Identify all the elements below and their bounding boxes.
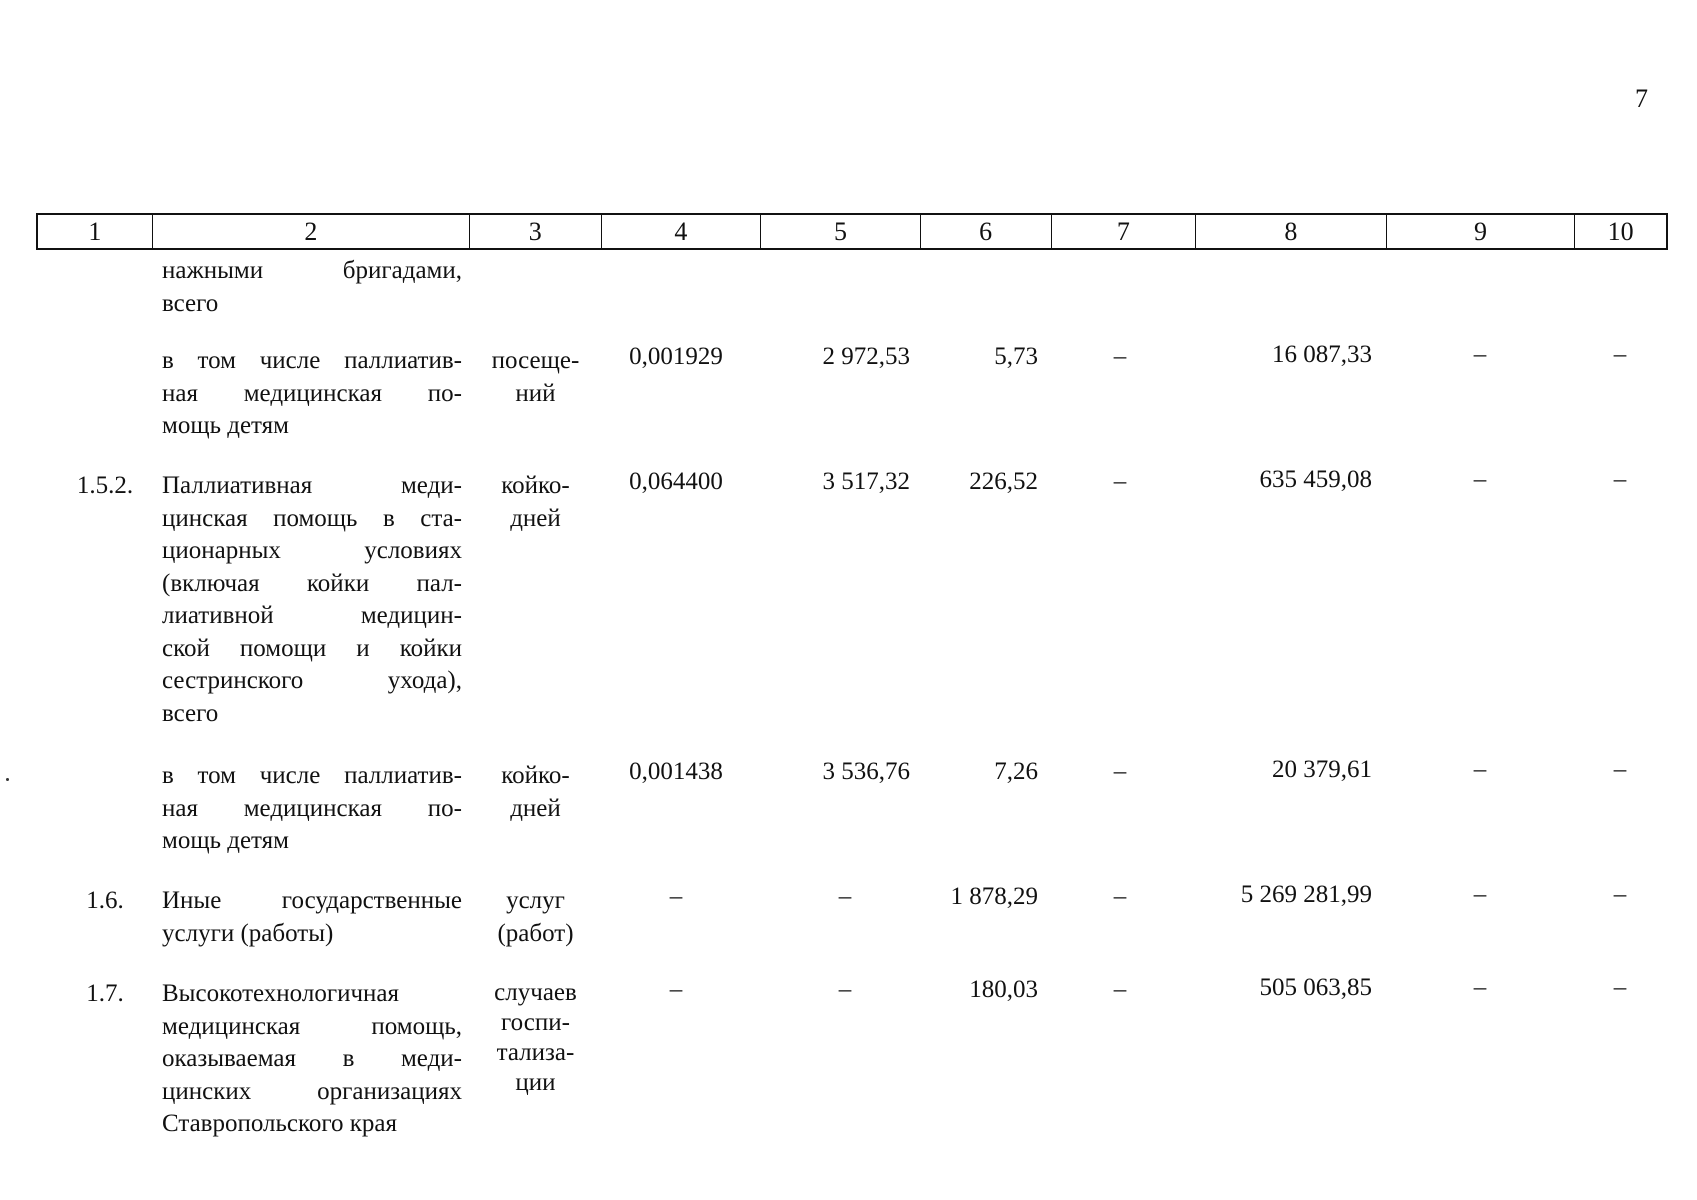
header-col-9: 9 <box>1387 215 1576 248</box>
header-col-4: 4 <box>602 215 762 248</box>
name-line: ционарных условиях <box>162 537 462 564</box>
cell-col-8: 5 269 281,99 <box>1240 881 1372 908</box>
name-line: всего <box>162 289 219 317</box>
unit-line: дней <box>510 504 561 532</box>
header-col-1: 1 <box>38 215 153 248</box>
cell-col-9: – <box>1473 881 1487 908</box>
header-col-3: 3 <box>470 215 602 248</box>
cell-col-10: – <box>1613 341 1627 368</box>
header-col-7: 7 <box>1052 215 1197 248</box>
row-code: 1.7. <box>86 980 124 1007</box>
name-line: в том числе паллиатив- <box>162 762 462 789</box>
cell-col-4: 0,001438 <box>629 758 723 785</box>
row-name <box>162 470 462 730</box>
cell-col-4: – <box>669 976 683 1003</box>
cell-col-10: – <box>1613 974 1627 1001</box>
name-line: Паллиативная меди- <box>162 472 462 499</box>
cell-col-7: – <box>1113 883 1127 910</box>
name-line: ная медицинская по- <box>162 379 462 407</box>
name-line: ная медицинская по- <box>162 794 462 822</box>
cell-col-10: – <box>1613 881 1627 908</box>
cell-col-4: 0,001929 <box>629 343 723 370</box>
cell-col-10: – <box>1613 756 1627 783</box>
cell-col-10: – <box>1613 466 1627 493</box>
cell-col-8: 16 087,33 <box>1272 341 1372 368</box>
cell-col-7: – <box>1113 468 1127 495</box>
name-line: услуги (работы) <box>162 919 334 947</box>
cell-col-9: – <box>1473 756 1487 783</box>
cell-col-8: 505 063,85 <box>1259 974 1372 1001</box>
header-col-8: 8 <box>1196 215 1387 248</box>
name-line: мощь детям <box>162 412 289 439</box>
cell-col-4: 0,064400 <box>629 468 723 495</box>
cell-col-8: 20 379,61 <box>1272 756 1372 783</box>
cell-col-5: – <box>838 883 852 910</box>
page-number: 7 <box>1635 84 1648 113</box>
row-name <box>162 978 462 1141</box>
unit-line: койко- <box>501 472 570 499</box>
name-line: лиативной медицин- <box>162 602 462 629</box>
unit-line: случаев <box>494 979 577 1006</box>
row-name <box>162 760 462 858</box>
cell-col-9: – <box>1473 974 1487 1001</box>
header-col-10: 10 <box>1607 216 1634 246</box>
cell-col-9: – <box>1473 341 1487 368</box>
cell-col-6: 5,73 <box>994 343 1038 370</box>
row-code: 1.5.2. <box>76 472 134 499</box>
name-line: (включая койки пал- <box>162 569 462 597</box>
row-unit <box>478 760 593 825</box>
unit-line: дней <box>510 794 561 822</box>
row-unit <box>478 885 593 950</box>
row-unit <box>478 345 593 410</box>
scan-speck <box>6 778 9 781</box>
row-name <box>162 255 462 320</box>
row-code: 1.6. <box>86 887 124 914</box>
name-line: медицинская помощь, <box>162 1012 462 1040</box>
cell-col-6: 180,03 <box>969 976 1038 1003</box>
name-line: мощь детям <box>162 827 289 854</box>
unit-line: тализа- <box>496 1039 575 1066</box>
header-col-5: 5 <box>761 215 921 248</box>
cell-col-4: – <box>669 883 683 910</box>
row-unit <box>478 978 593 1098</box>
name-line: в том числе паллиатив- <box>162 347 462 374</box>
row-unit <box>478 470 593 535</box>
cell-col-5: 3 536,76 <box>822 758 910 785</box>
name-line: всего <box>162 699 219 727</box>
unit-line: госпи- <box>501 1009 570 1036</box>
unit-line: (работ) <box>497 919 574 947</box>
name-line: Иные государственные <box>162 887 462 914</box>
cell-col-6: 7,26 <box>994 758 1038 785</box>
table-header-row <box>36 213 1668 250</box>
cell-col-5: – <box>838 976 852 1003</box>
unit-line: услуг <box>506 887 565 914</box>
name-line: нажными бригадами, <box>162 257 462 284</box>
cell-col-6: 226,52 <box>969 468 1038 495</box>
row-name <box>162 885 462 950</box>
name-line: Ставропольского края <box>162 1110 397 1137</box>
cell-col-7: – <box>1113 976 1127 1003</box>
name-line: сестринского ухода), <box>162 667 462 694</box>
cell-col-5: 2 972,53 <box>822 343 910 370</box>
unit-line: ний <box>515 379 556 407</box>
name-line: оказываемая в меди- <box>162 1045 462 1072</box>
name-line: ской помощи и койки <box>162 634 462 662</box>
cell-col-6: 1 878,29 <box>950 883 1038 910</box>
name-line: цинская помощь в ста- <box>162 504 462 532</box>
cell-col-7: – <box>1113 758 1127 785</box>
cell-col-7: – <box>1113 343 1127 370</box>
header-col-6: 6 <box>921 215 1052 248</box>
row-name <box>162 345 462 443</box>
unit-line: ции <box>515 1069 556 1096</box>
name-line: цинских организациях <box>162 1077 462 1105</box>
header-col-2: 2 <box>153 215 470 248</box>
unit-line: посеще- <box>491 347 580 374</box>
cell-col-8: 635 459,08 <box>1259 466 1372 493</box>
name-line: Высокотехнологичная <box>162 980 400 1007</box>
cell-col-5: 3 517,32 <box>822 468 910 495</box>
unit-line: койко- <box>501 762 570 789</box>
cell-col-9: – <box>1473 466 1487 493</box>
